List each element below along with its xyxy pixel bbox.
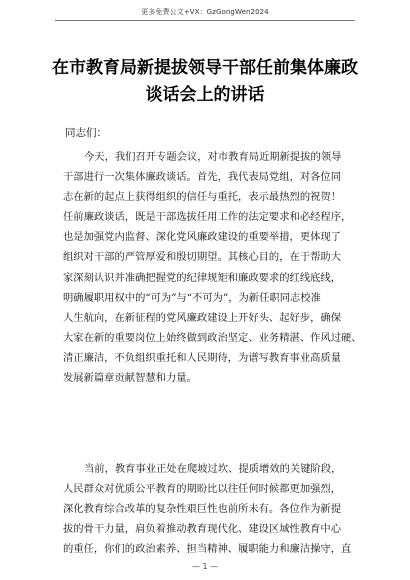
text-line: 当前，教育事业正处在爬坡过坎、提质增效的关键阶段， bbox=[84, 463, 342, 475]
title-line: 谈话会上的讲话 bbox=[145, 85, 265, 105]
text-line: 深化教育综合改革的复杂性艰巨性也前所未有。各位作为新提 bbox=[63, 503, 342, 516]
body-paragraph bbox=[63, 459, 363, 559]
title-line: 在市教育局新提拔领导干部任前集体廉政 bbox=[52, 58, 358, 78]
text-line: 清正廉洁，不负组织重托和人民期待，为谱写教育事业高质量 bbox=[63, 351, 342, 364]
text-line: 人民群众对优质公平教育的期盼比以往任何时候都更加强烈， bbox=[63, 483, 342, 496]
text-line: 拔的骨干力量，肩负着推动教育现代化、建设区域性教育中心 bbox=[63, 523, 342, 536]
text-line: 家深刻认识并准确把握党的纪律规矩和廉政要求的红线底线， bbox=[63, 271, 342, 284]
text-line: 人生航向，在新征程的党风廉政建设上开好头、起好步，确保 bbox=[63, 311, 342, 324]
text-line: 组织对干部的严管厚爱和殷切期望。其核心目的，在于帮助大 bbox=[63, 251, 342, 264]
body-paragraph bbox=[63, 147, 363, 388]
page-number: — 1 — bbox=[191, 562, 219, 571]
salutation: 同志们： bbox=[65, 127, 107, 139]
text-line: 也是加强党内监督、深化党风廉政建设的重要举措，更体现了 bbox=[63, 231, 342, 244]
text-line: 任前廉政谈话，既是干部选拔任用工作的法定要求和必经程序， bbox=[63, 211, 352, 224]
text-line: 的重任，你们的政治素养、担当精神、履职能力和廉洁操守，直 bbox=[63, 543, 352, 556]
text-line: 大家在新的重要岗位上始终做到政治坚定、业务精湛、作风过硬、 bbox=[63, 331, 362, 344]
text-line: 今天，我们召开专题会议，对市教育局近期新提拔的领导 bbox=[84, 151, 342, 163]
text-line: 发展新篇章贡献智慧和力量。 bbox=[63, 372, 197, 385]
header-divider bbox=[55, 20, 355, 21]
text-line: 志在新的起点上获得组织的信任与重托，表示最热烈的祝贺！ bbox=[63, 191, 342, 204]
text-line: 明确履职用权中的“可为”与“不可为”，为新任职同志校准 bbox=[63, 291, 321, 304]
header-note: 更多免费公文+VX：GzGongWen2024 bbox=[141, 8, 269, 16]
text-line: 干部进行一次集体廉政谈话。首先，我代表局党组，对各位同 bbox=[63, 171, 342, 184]
document-title bbox=[40, 55, 370, 109]
